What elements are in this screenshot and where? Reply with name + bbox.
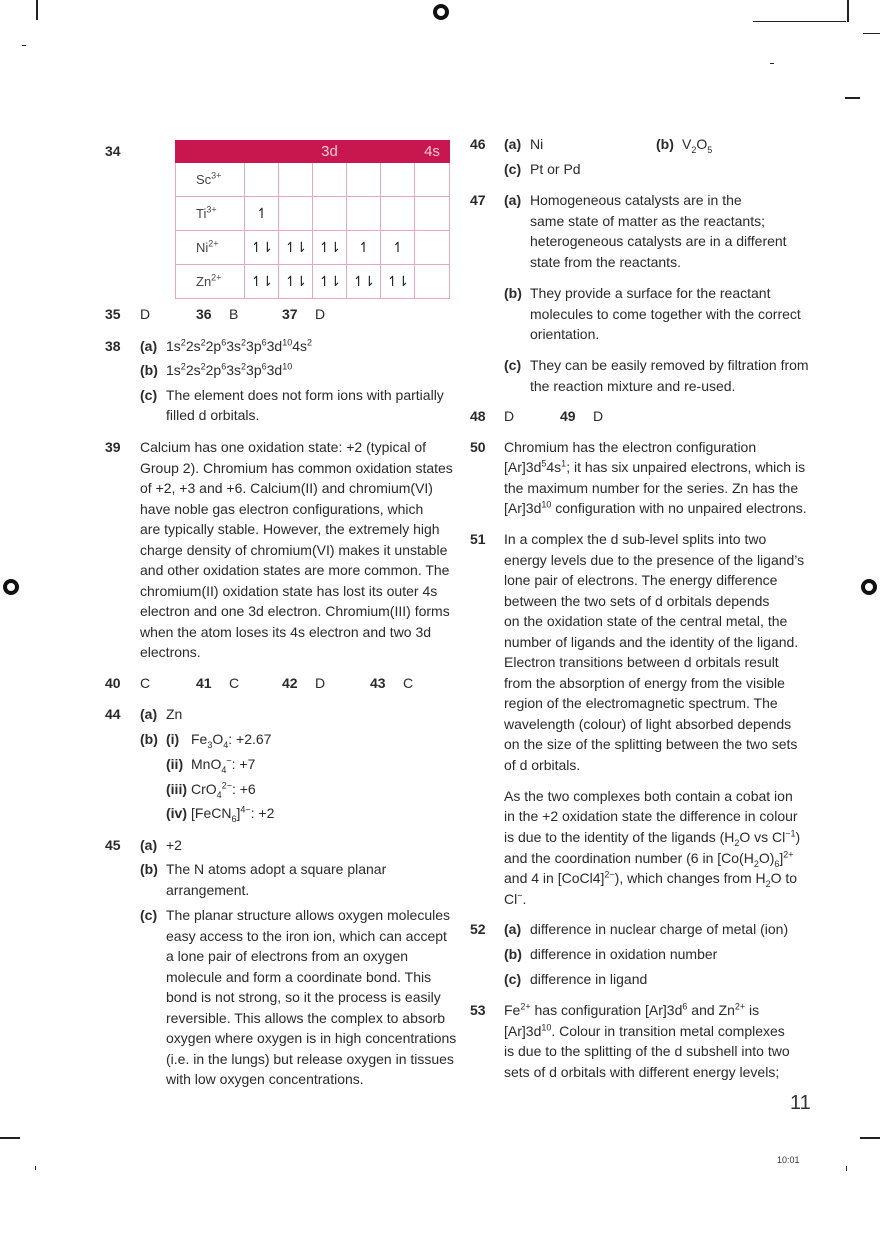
- orbital-box: [415, 231, 450, 265]
- answer-text: is due to the splitting of the d subshell into two: [504, 1043, 790, 1059]
- oxidation-state: MnO$_4$−: +7: [191, 755, 256, 775]
- electron-arrows: ↿⇂: [318, 239, 341, 255]
- answer-line: chromium(II) oxidation state has lost its outer 4s: [140, 582, 438, 599]
- orbital-box: [347, 197, 381, 231]
- answer-line: charge density of chromium(VI) makes it unstable: [140, 541, 448, 558]
- question-number: 38: [105, 338, 121, 354]
- answer-line: molecule and form a coordinate bond. This: [166, 968, 432, 985]
- answer-line: electrons.: [140, 644, 201, 660]
- question-number: 41: [196, 675, 212, 691]
- oxidation-state: [FeCN$_6$]$^{4-}$: +2: [191, 804, 275, 824]
- answer-text: sets of d orbitals with different energy levels;: [504, 1064, 780, 1080]
- question-number: 42: [282, 675, 298, 691]
- question-number: 45: [105, 837, 121, 853]
- part-label: (c): [140, 907, 158, 923]
- answer-line: and other oxidation states are more common. The: [140, 562, 450, 578]
- answer-line: region of the electromagnetic spectrum. The: [504, 695, 778, 711]
- answer-line: are typically stable. However, the extremely high: [140, 521, 440, 537]
- answer-line: The planar structure allows oxygen molecules: [166, 907, 451, 923]
- answer-text: in the +2 oxidation state the difference in colour: [504, 808, 798, 824]
- page-number: 11: [790, 1092, 811, 1114]
- answer-line: from the absorption of energy from the visible: [504, 674, 785, 691]
- answer-line: with low oxygen concentrations.: [166, 1071, 364, 1087]
- question-number: 48: [470, 408, 486, 424]
- answer-line: when the atom loses its 4s electron and two 3d: [140, 623, 432, 640]
- answer-line: between the two sets of d orbitals depends: [504, 592, 770, 609]
- orbital-box: [313, 197, 347, 231]
- question-number: 34: [105, 143, 121, 159]
- answer-line: They provide a surface for the reactant: [530, 285, 771, 301]
- answer-line: bond is not strong, so it the process is easily: [166, 989, 441, 1005]
- crop-mark: [845, 97, 860, 99]
- question-number: 35: [105, 306, 121, 322]
- orbital-box: [245, 265, 279, 299]
- subpart-label: (iii): [166, 781, 187, 797]
- part-label: (b): [656, 136, 674, 152]
- orbital-box: [381, 163, 415, 197]
- answer-line: orientation.: [530, 326, 600, 342]
- electron-arrows: ↿⇂: [284, 239, 307, 255]
- answer-line: easy access to the iron ion, which can accept: [166, 927, 447, 944]
- question-number: 36: [196, 306, 212, 322]
- answer-text: $Fe^{2+}$ has configuration $[Ar]3d^6$ and $Zn^{2+}$ is: [504, 1001, 760, 1018]
- crop-mark: [0, 1137, 20, 1139]
- crop-mark: [770, 63, 774, 64]
- registration-target-icon: [433, 4, 449, 20]
- orbital-box: [313, 163, 347, 197]
- part-label: (b): [504, 946, 522, 962]
- answer-text: As the two complexes both contain a cobat ion: [504, 788, 793, 804]
- orbital-box: [279, 265, 313, 299]
- answer-line: In a complex the d sub-level splits into two: [504, 531, 767, 547]
- orbital-box: [415, 197, 450, 231]
- answer-line: (i.e. in the lungs) but release oxygen in tissues: [166, 1050, 454, 1067]
- orbital-diagram-table: [175, 140, 450, 299]
- answer-line: state from the reactants.: [530, 253, 681, 270]
- orbital-box: [415, 163, 450, 197]
- question-number: 49: [560, 408, 576, 424]
- orbital-box: [245, 231, 279, 265]
- answer-text: +2: [166, 837, 182, 853]
- part-label: (b): [504, 285, 522, 301]
- question-number: 40: [105, 675, 121, 691]
- answer-text: Ni: [530, 136, 544, 152]
- question-number: 43: [370, 675, 386, 691]
- registration-target-icon: [3, 579, 19, 595]
- part-label: (a): [140, 837, 158, 853]
- electron-arrows: ↿⇂: [318, 273, 341, 289]
- orbital-box: [245, 197, 279, 231]
- question-number: 53: [470, 1002, 486, 1018]
- part-label: (a): [140, 338, 158, 354]
- table-header-blank: [176, 141, 245, 163]
- part-label: (b): [140, 362, 158, 378]
- question-number: 44: [105, 706, 121, 722]
- part-label: (a): [504, 192, 522, 208]
- answer-text: D: [140, 306, 151, 322]
- electron-arrows: ↿⇂: [352, 273, 375, 289]
- registration-target-icon: [861, 579, 877, 595]
- answer-text: the maximum number for the series. Zn has the: [504, 480, 799, 496]
- answer-text: $[Ar]3d^54s^1$; it has six unpaired electrons, which is: [504, 458, 806, 475]
- table-row: [176, 197, 450, 231]
- answer-line: Homogeneous catalysts are in the: [530, 192, 742, 208]
- electron-configuration: $1s^22s^22p^63s^23p^63d^{10}4s^2$: [166, 337, 313, 354]
- answer-text: Cl−.: [504, 890, 527, 907]
- answer-line: electron and one 3d electron. Chromium(III) forms: [140, 603, 450, 619]
- part-label: (c): [504, 971, 522, 987]
- chemical-formula: $V_2O_5$: [682, 136, 713, 155]
- orbital-box: [279, 163, 313, 197]
- electron-arrows: ↿: [358, 239, 369, 255]
- orbital-box: [245, 163, 279, 197]
- footer-time: 10:01: [777, 1155, 800, 1165]
- answer-text: D: [504, 408, 515, 424]
- part-label: (a): [504, 921, 522, 937]
- crop-mark: [35, 1166, 36, 1170]
- table-header-row: [176, 141, 450, 163]
- answer-line: Calcium has one oxidation state: +2 (typical of: [140, 439, 426, 455]
- crop-mark: [847, 0, 849, 22]
- question-number: 37: [282, 306, 298, 322]
- answer-text: C: [403, 675, 414, 691]
- crop-mark: [860, 1137, 880, 1139]
- answer-text: Chromium has the electron configuration: [504, 439, 757, 455]
- orbital-box: [347, 163, 381, 197]
- question-number: 51: [470, 531, 486, 547]
- answer-text: difference in oxidation number: [530, 946, 718, 962]
- electron-configuration: $1s^22s^22p^63s^23p^63d^{10}$: [166, 361, 293, 378]
- answer-text: D: [315, 675, 326, 691]
- answer-text: C: [140, 675, 151, 691]
- answer-line: The N atoms adopt a square planar: [166, 861, 387, 877]
- ion-label: $Sc^{3+}$: [176, 163, 245, 197]
- answer-line: of +2, +3 and +6. Calcium(II) and chromium(VI): [140, 480, 433, 496]
- answer-line: energy levels due to the presence of the ligand’s: [504, 551, 805, 568]
- electron-arrows: ↿⇂: [386, 273, 409, 289]
- part-label: (b): [140, 731, 158, 747]
- subpart-label: (i): [166, 731, 180, 747]
- table-header-4s: 4s: [415, 141, 450, 163]
- answer-line: number of ligands and the identity of the ligand.: [504, 633, 799, 650]
- answer-line: lone pair of electrons. The energy difference: [504, 572, 778, 588]
- answer-text: $[Ar]3d^{10}$. Colour in transition metal complexes: [504, 1022, 785, 1039]
- answer-line: the reaction mixture and re-used.: [530, 377, 736, 394]
- question-number: 39: [105, 439, 121, 455]
- oxidation-state: $Fe_3O_4$: +2.67: [191, 731, 272, 750]
- crop-mark: [753, 21, 846, 22]
- part-label: (b): [140, 861, 158, 877]
- part-label: (c): [140, 387, 158, 403]
- part-label: (c): [504, 161, 522, 177]
- answer-text: Pt or Pd: [530, 161, 581, 177]
- orbital-box: [381, 231, 415, 265]
- answer-text: filled d orbitals.: [166, 407, 260, 423]
- oxidation-state: CrO$_4^{2-}$: +6: [191, 780, 256, 800]
- electron-arrows: ↿⇂: [250, 273, 273, 289]
- part-label: (c): [504, 357, 522, 373]
- answer-line: Group 2). Chromium has common oxidation states: [140, 459, 453, 476]
- question-number: 52: [470, 921, 486, 937]
- subpart-label: (iv): [166, 805, 187, 821]
- table-row: [176, 163, 450, 197]
- orbital-box: [381, 265, 415, 299]
- question-number: 46: [470, 136, 486, 152]
- orbital-box: [347, 231, 381, 265]
- part-label: (a): [504, 136, 522, 152]
- orbital-box: [347, 265, 381, 299]
- orbital-box: [313, 231, 347, 265]
- answer-line: heterogeneous catalysts are in a different: [530, 233, 787, 249]
- answer-text: and the coordination number (6 in $[Co(H_2O)_6]^{2+}$: [504, 849, 794, 869]
- answer-line: wavelength (colour) of light absorbed depends: [504, 715, 792, 732]
- electron-arrows: ↿⇂: [284, 273, 307, 289]
- answer-line: same state of matter as the reactants;: [530, 212, 765, 229]
- answer-line: They can be easily removed by filtration from: [530, 357, 809, 373]
- crop-mark: [846, 1166, 847, 1171]
- ion-label: $Ni^{2+}$: [176, 231, 245, 265]
- answer-line: on the size of the splitting between the two sets: [504, 736, 798, 752]
- answer-text: difference in nuclear charge of metal (ion): [530, 921, 789, 937]
- answer-line: of d orbitals.: [504, 756, 581, 773]
- answer-text: D: [593, 408, 604, 424]
- answer-line: on the oxidation state of the central metal, the: [504, 613, 788, 629]
- answer-line: arrangement.: [166, 881, 250, 898]
- answer-line: have noble gas electron configurations, which: [140, 500, 424, 517]
- answer-text: Zn: [166, 706, 183, 722]
- orbital-box: [381, 197, 415, 231]
- answer-text: The element does not form ions with partially: [166, 387, 444, 403]
- question-number: 47: [470, 192, 486, 208]
- answer-text: $[Ar]3d^{10}$ configuration with no unpaired electrons.: [504, 499, 807, 516]
- electron-arrows: ↿⇂: [250, 239, 273, 255]
- part-label: (a): [140, 706, 158, 722]
- answer-text: and 4 in [CoCl4]$^{2-}$), which changes from $H_2O$ to: [504, 869, 798, 889]
- orbital-box: [279, 231, 313, 265]
- answer-text: D: [315, 306, 326, 322]
- subpart-label: (ii): [166, 756, 184, 772]
- answer-text: is due to the identity of the ligands ($H_2O$ vs $Cl^{-1}$): [504, 828, 801, 848]
- answer-line: reversible. This allows the complex to absorb: [166, 1009, 446, 1026]
- answer-line: Electron transitions between d orbitals result: [504, 654, 779, 670]
- crop-mark: [36, 0, 38, 20]
- crop-mark: [22, 45, 26, 46]
- crop-mark: [863, 33, 880, 34]
- table-row: [176, 231, 450, 265]
- ion-label: $Zn^{2+}$: [176, 265, 245, 299]
- question-number: 50: [470, 439, 486, 455]
- table-header-3d: 3d: [245, 141, 415, 163]
- electron-arrows: ↿: [392, 239, 403, 255]
- table-row: [176, 265, 450, 299]
- answer-line: molecules to come together with the correct: [530, 305, 801, 322]
- orbital-box: [415, 265, 450, 299]
- orbital-box: [279, 197, 313, 231]
- answer-text: difference in ligand: [530, 971, 648, 987]
- answer-line: a lone pair of electrons from an oxygen: [166, 948, 409, 964]
- electron-arrows: ↿: [256, 205, 267, 221]
- answer-text: C: [229, 675, 240, 691]
- orbital-box: [313, 265, 347, 299]
- answer-line: oxygen where oxygen is in high concentrations: [166, 1030, 457, 1046]
- ion-label: $Ti^{3+}$: [176, 197, 245, 231]
- answer-text: B: [229, 306, 239, 322]
